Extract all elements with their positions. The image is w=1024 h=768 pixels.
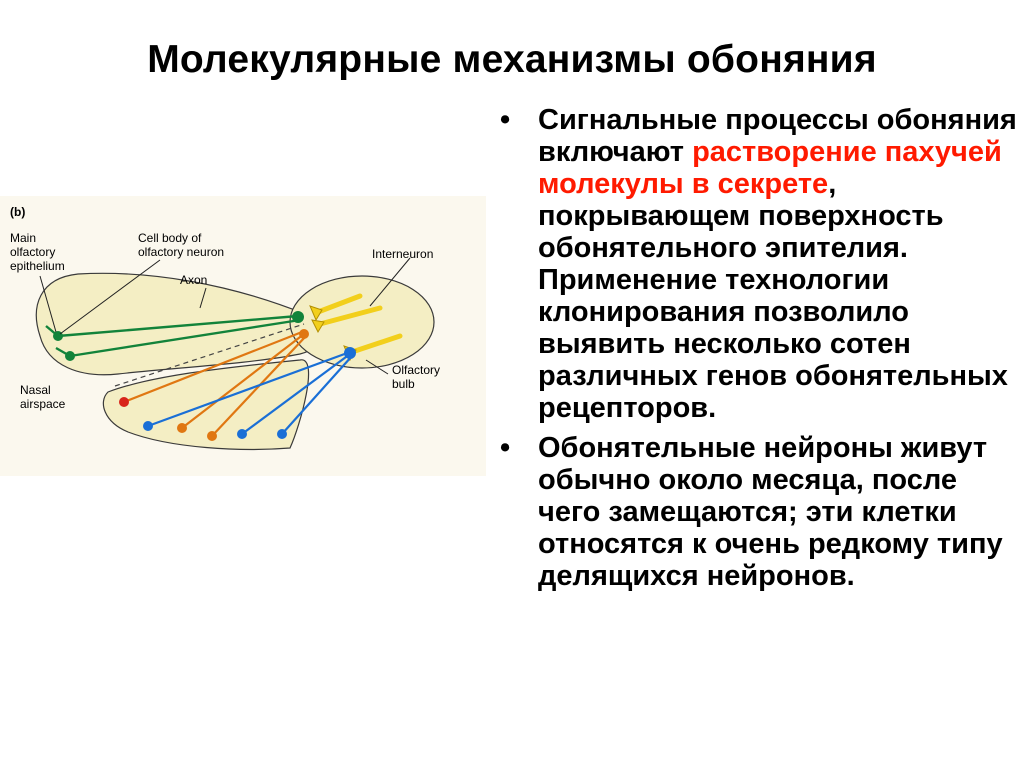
orange-neuron-body: [207, 431, 217, 441]
bullet-item: [497, 432, 1017, 592]
bullet-text-continued: , покрывающем поверхность обонятельного эпителия. Применение технологии клонирования позволило выявить несколько сотен различных генов обонятельных рецепторов.: [538, 168, 1008, 424]
slide-title: Молекулярные механизмы обоняния: [147, 38, 877, 81]
olfactory-bulb-label: Olfactory bulb: [392, 363, 441, 391]
orange-glomerulus: [299, 329, 309, 339]
cell-body-label: Cell body of olfactory neuron: [138, 231, 225, 259]
panel-label: (b): [10, 205, 26, 219]
blue-neuron-body: [237, 429, 247, 439]
main-epithelium-label: Main olfactory epithelium: [10, 231, 65, 273]
green-neuron-body: [65, 351, 75, 361]
nasal-airspace-label: Nasal airspace: [20, 383, 66, 411]
bullet-list: [497, 104, 1017, 600]
olfactory-diagram-svg: [0, 196, 486, 476]
highlighted-text: растворение пахучей молекулы в секрете: [538, 136, 1002, 200]
bullet-item: [497, 104, 1017, 424]
blue-neuron-body: [143, 421, 153, 431]
bullet-marker: •: [500, 104, 511, 136]
red-neuron-body: [119, 397, 129, 407]
orange-neuron-body: [177, 423, 187, 433]
bullet-marker: •: [500, 432, 511, 464]
blue-neuron-body: [277, 429, 287, 439]
olfactory-bulb-shape: [290, 276, 434, 368]
bullet-text: Сигнальные процессы обоняния включают: [538, 104, 1017, 168]
axon-label: Axon: [180, 273, 208, 287]
green-glomerulus: [292, 311, 304, 323]
bullet-text: Обонятельные нейроны живут обычно около месяца, после чего замещаются; эти клетки относятся к очень редкому типу делящихся нейронов.: [538, 432, 1003, 592]
blue-glomerulus: [344, 347, 356, 359]
olfactory-diagram: [0, 196, 486, 476]
interneuron-label: Interneuron: [372, 247, 434, 261]
